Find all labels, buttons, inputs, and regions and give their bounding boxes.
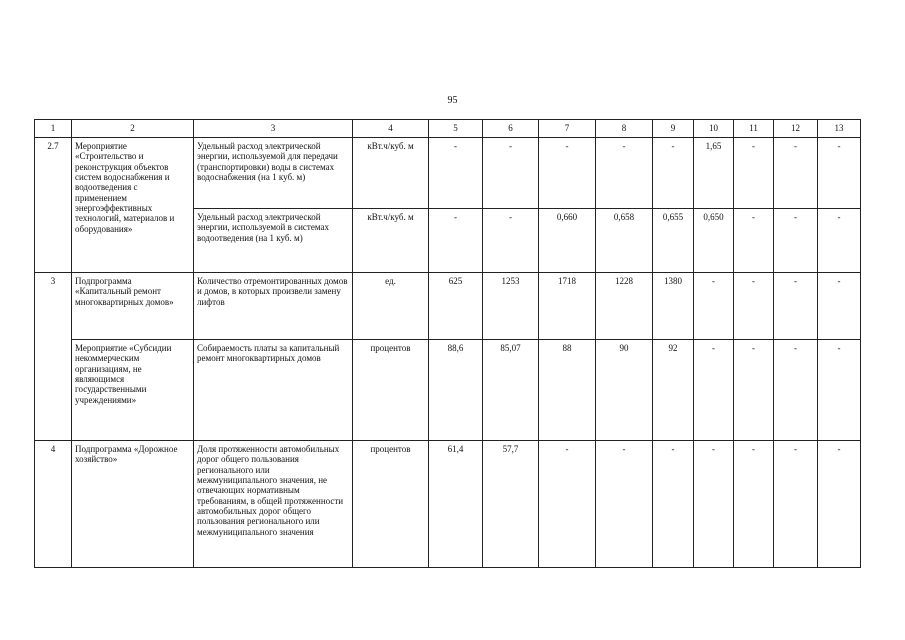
value-cell: - [774, 441, 818, 568]
value-cell: 88,6 [429, 340, 483, 441]
value-cell: - [774, 209, 818, 273]
value-cell: - [734, 441, 774, 568]
header-cell: 8 [596, 120, 653, 138]
value-cell: 0,655 [653, 209, 694, 273]
value-cell: - [653, 441, 694, 568]
value-cell: - [694, 340, 734, 441]
header-cell: 7 [539, 120, 596, 138]
header-cell: 5 [429, 120, 483, 138]
header-cell: 9 [653, 120, 694, 138]
value-cell: - [483, 209, 539, 273]
value-cell: - [429, 209, 483, 273]
page-number: 95 [447, 95, 458, 106]
indicators-table [34, 119, 861, 568]
unit-cell: кВт.ч/куб. м [353, 209, 429, 273]
row-number: 2.7 [35, 138, 72, 273]
header-cell: 3 [194, 120, 353, 138]
value-cell: 85,07 [483, 340, 539, 441]
header-cell: 1 [35, 120, 72, 138]
measure-name: Подпрограмма «Капитальный ремонт многоквартирных домов» [72, 273, 194, 340]
table-row [35, 441, 861, 568]
header-cell: 12 [774, 120, 818, 138]
value-cell: - [694, 273, 734, 340]
header-cell: 11 [734, 120, 774, 138]
header-cell: 6 [483, 120, 539, 138]
header-cell: 4 [353, 120, 429, 138]
value-cell: 88 [539, 340, 596, 441]
value-cell: 0,658 [596, 209, 653, 273]
indicator-text: Удельный расход электрической энергии, используемой в системах водоотведения (на 1 куб. м) [194, 209, 353, 273]
value-cell: - [734, 273, 774, 340]
value-cell: - [694, 441, 734, 568]
measure-name: Подпрограмма «Дорожное хозяйство» [72, 441, 194, 568]
table-row [35, 273, 861, 340]
indicator-text: Собираемость платы за капитальный ремонт многоквартирных домов [194, 340, 353, 441]
value-cell: 61,4 [429, 441, 483, 568]
value-cell: - [539, 138, 596, 209]
measure-name: Мероприятие «Строительство и реконструкция объектов систем водоснабжения и водоотведения с применением энергоэффективных технологий, материалов и оборудования» [72, 138, 194, 273]
value-cell: 90 [596, 340, 653, 441]
value-cell: 0,650 [694, 209, 734, 273]
measure-name: Мероприятие «Субсидии некоммерческим организациям, не являющимся государственными учреждениями» [72, 340, 194, 441]
value-cell: - [596, 138, 653, 209]
value-cell: 0,660 [539, 209, 596, 273]
row-number: 3 [35, 273, 72, 441]
unit-cell: ед. [353, 273, 429, 340]
value-cell: - [774, 340, 818, 441]
value-cell: - [483, 138, 539, 209]
value-cell: 1380 [653, 273, 694, 340]
value-cell: - [818, 138, 861, 209]
unit-cell: процентов [353, 340, 429, 441]
header-cell: 13 [818, 120, 861, 138]
value-cell: - [774, 273, 818, 340]
header-cell: 10 [694, 120, 734, 138]
table-row [35, 138, 861, 209]
indicator-text: Доля протяженности автомобильных дорог общего пользования регионального или межмуниципального значения, не отвечающих нормативным требованиям, в общей протяженности автомобильных дорог общего пользования регионального или межмуниципального значения [194, 441, 353, 568]
value-cell: - [818, 340, 861, 441]
value-cell: - [596, 441, 653, 568]
value-cell: - [734, 340, 774, 441]
header-cell: 2 [72, 120, 194, 138]
value-cell: - [734, 138, 774, 209]
value-cell: 92 [653, 340, 694, 441]
unit-cell: процентов [353, 441, 429, 568]
value-cell: - [653, 138, 694, 209]
value-cell: - [734, 209, 774, 273]
value-cell: 1,65 [694, 138, 734, 209]
value-cell: 57,7 [483, 441, 539, 568]
value-cell: 1228 [596, 273, 653, 340]
value-cell: 625 [429, 273, 483, 340]
value-cell: 1253 [483, 273, 539, 340]
indicator-text: Удельный расход электрической энергии, используемой для передачи (транспортировки) воды в системах водоснабжения (на 1 куб. м) [194, 138, 353, 209]
value-cell: - [539, 441, 596, 568]
value-cell: 1718 [539, 273, 596, 340]
value-cell: - [818, 273, 861, 340]
value-cell: - [774, 138, 818, 209]
value-cell: - [818, 209, 861, 273]
row-number: 4 [35, 441, 72, 568]
unit-cell: кВт.ч/куб. м [353, 138, 429, 209]
header-row [35, 120, 861, 138]
indicator-text: Количество отремонтированных домов и домов, в которых произвели замену лифтов [194, 273, 353, 340]
table-row [35, 340, 861, 441]
value-cell: - [429, 138, 483, 209]
value-cell: - [818, 441, 861, 568]
